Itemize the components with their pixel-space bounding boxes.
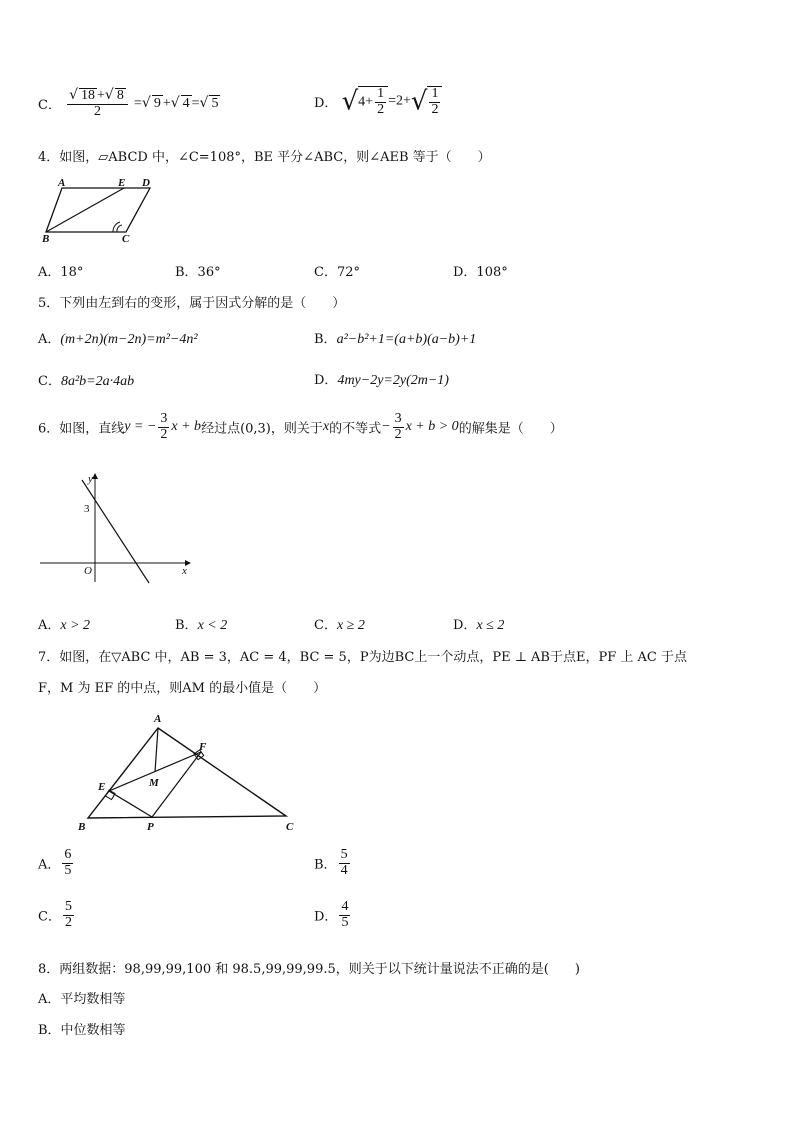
q4-parallelogram-figure <box>38 176 163 244</box>
label-C: C <box>122 233 130 244</box>
q6-option-c: C．x ≥ 2 <box>314 618 365 633</box>
label-E: E <box>118 177 126 189</box>
q3-c-fraction: $\frac{√ 18 +√ 8}{2}$ <box>67 88 128 119</box>
label-A: A <box>58 177 66 189</box>
q6-option-b: B．x < 2 <box>175 618 228 633</box>
q5-stem: 5．下列由左到右的变形，属于因式分解的是（ ） <box>38 296 346 311</box>
q6-option-a: A．x > 2 <box>38 618 91 633</box>
label-O: O <box>84 565 92 577</box>
q7-option-a: A． $\frac{6}{5}$ <box>38 847 72 878</box>
q4-stem: 4．如图，▱ABCD 中，∠C=108°，BE 平分∠ABC，则∠AEB 等于（ ） <box>38 150 491 165</box>
q4-option-a: A．18° <box>38 265 84 280</box>
q7-option-b: B． $\frac{5}{4}$ <box>314 847 348 878</box>
q7-option-d: D． $\frac{4}{5}$ <box>314 899 349 930</box>
label-x: x <box>182 565 187 577</box>
q7-stem-line2: F，M 为 EF 的中点，则AM 的最小值是（ ） <box>38 681 327 696</box>
q8-stem: 8．两组数据：98,99,99,100 和 98.5,99,99,99.5，则关于以下统计量说法不正确的是( ) <box>38 962 580 977</box>
label-M: M <box>149 777 159 789</box>
q7-triangle-figure <box>74 708 304 836</box>
q6-option-d: D．x ≤ 2 <box>453 618 505 633</box>
q8-option-b: B．中位数相等 <box>38 1023 126 1038</box>
label-3: 3 <box>84 503 90 515</box>
q5-option-a: A．(m+2n)(m−2n)=m²−4n² <box>38 332 198 347</box>
q5-option-c: C．8a²b=2a·4ab <box>38 374 135 389</box>
q7-stem-line1: 7．如图，在▽ABC 中，AB = 3，AC = 4，BC = 5，P为边BC上一个动点，PE ⊥ AB于点E，PF 上 AC 于点 <box>38 650 687 665</box>
label-A: A <box>154 713 162 725</box>
label-E: E <box>98 781 106 793</box>
q3-option-c: C． $\frac{√ 18 +√ 8}{2}$ =√ 9 +√ 4 =√ 5 <box>38 87 219 119</box>
q6-stem: 6．如图，直线y = − $\frac{3}{2}$ x + b经过点(0,3)，则关于x的不等式− $\frac{3}{2}$ x + b > 0的解集是（ ） <box>38 411 563 442</box>
label-P: P <box>147 821 154 833</box>
label-D: D <box>142 177 150 189</box>
q8-option-a: A．平均数相等 <box>38 992 126 1007</box>
label-C: C <box>286 821 294 833</box>
q5-option-d: D．4my−2y=2y(2m−1) <box>314 373 449 388</box>
q3-option-d: D． √4+ $\frac{1}{2}$ =2+√ $\frac{1}{2}$ <box>314 86 442 117</box>
label-B: B <box>78 821 86 833</box>
q6-graph-figure <box>36 468 196 586</box>
label-B: B <box>42 233 50 244</box>
q5-option-b: B．a²−b²+1=(a+b)(a−b)+1 <box>314 332 477 347</box>
label-F: F <box>199 741 207 753</box>
q4-option-d: D．108° <box>453 265 508 280</box>
label-y: y <box>88 473 93 485</box>
q4-option-c: C．72° <box>314 265 360 280</box>
q4-option-b: B．36° <box>175 265 221 280</box>
q7-option-c: C． $\frac{5}{2}$ <box>38 899 72 930</box>
